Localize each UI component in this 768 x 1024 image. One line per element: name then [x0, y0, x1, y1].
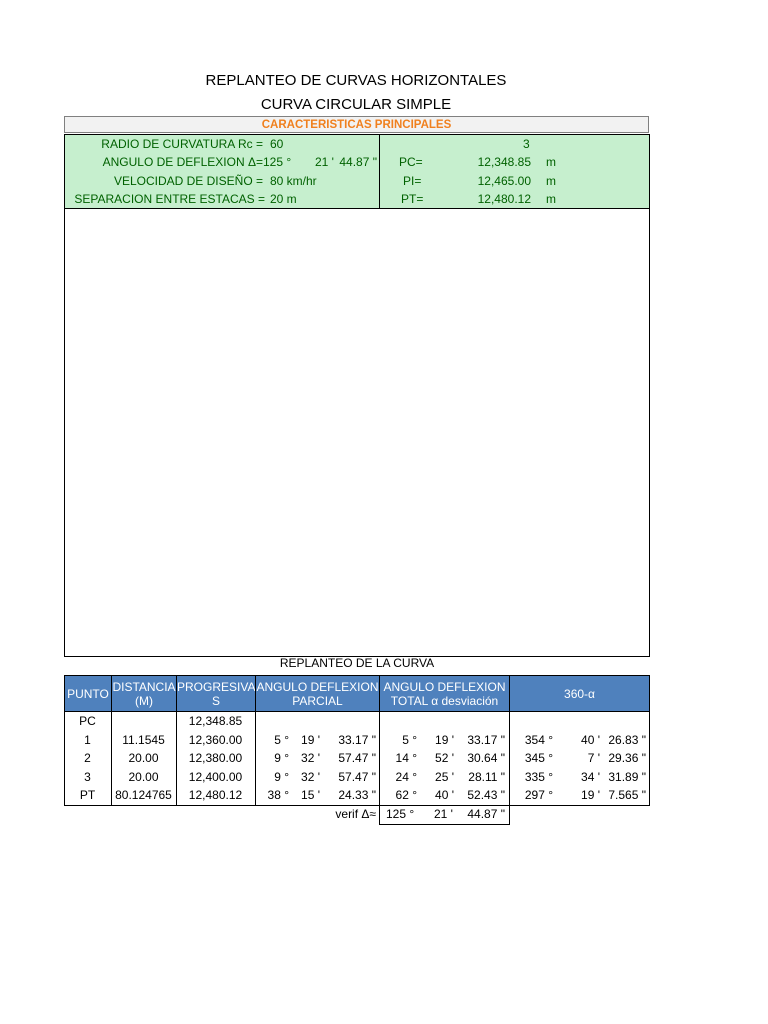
verif-bottom-line — [379, 824, 510, 825]
table-cell-c-deg: 354 ° — [524, 732, 553, 747]
table-cell-c-deg: 297 ° — [524, 788, 553, 803]
table-cell-p-min: 19 ' — [301, 732, 320, 747]
table-cell-prog: 12,380.00 — [188, 751, 243, 766]
pi-unit: m — [546, 174, 556, 188]
pc-unit: m — [546, 155, 556, 169]
speed-value: 80 km/hr — [270, 174, 317, 188]
table-border — [255, 712, 256, 806]
table-cell-dist: 20.00 — [128, 751, 159, 766]
table-cell-t-sec: 28.11 " — [468, 769, 505, 784]
table-cell-c-deg: 335 ° — [524, 769, 553, 784]
header-total: ANGULO DEFLEXION TOTAL α desviación — [379, 675, 510, 712]
pi-value: 12,465.00 — [477, 174, 531, 188]
table-cell-prog: 12,348.85 — [188, 714, 243, 728]
table-cell-c-min: 19 ' — [581, 788, 600, 803]
deflection-label: ANGULO DE DEFLEXION Δ= — [102, 155, 263, 169]
pt-unit: m — [546, 192, 556, 206]
table-cell-c-sec: 26.83 " — [608, 732, 646, 747]
table-cell-punto: 2 — [84, 751, 91, 766]
table-cell-t-min: 19 ' — [435, 732, 454, 747]
table-cell-punto: PT — [79, 788, 96, 803]
table-cell-p-min: 32 ' — [301, 769, 320, 784]
table-cell-t-deg: 24 ° — [395, 769, 417, 784]
table-cell-t-min: 40 ' — [435, 788, 454, 803]
table-cell-prog: 12,400.00 — [188, 769, 243, 784]
table-border — [379, 712, 380, 825]
radius-value: 60 — [270, 137, 284, 151]
pi-label: PI= — [403, 174, 422, 188]
panel-divider — [379, 135, 380, 209]
page-subtitle: CURVA CIRCULAR SIMPLE — [260, 96, 452, 113]
verif-minutes: 21 ' — [434, 807, 453, 821]
verif-seconds: 44.87 " — [467, 807, 505, 821]
table-cell-c-min: 34 ' — [581, 769, 600, 784]
radius-label: RADIO DE CURVATURA Rc = — [101, 137, 263, 151]
table-cell-c-min: 40 ' — [581, 732, 600, 747]
table-cell-punto: 1 — [84, 732, 91, 747]
characteristics-header: CARACTERISTICAS PRINCIPALES — [64, 116, 649, 133]
spacing-value: 20 m — [270, 192, 297, 206]
curve-drawing-area — [64, 209, 650, 657]
pc-value: 12,348.85 — [477, 155, 531, 169]
table-border — [649, 712, 650, 806]
characteristics-panel — [64, 134, 650, 209]
speed-label: VELOCIDAD DE DISEÑO = — [113, 174, 263, 188]
table-cell-t-sec: 52.43 " — [467, 788, 505, 803]
table-cell-punto: PC — [79, 714, 96, 728]
table-cell-dist: 11.1545 — [122, 732, 165, 747]
header-parcial: ANGULO DEFLEXION PARCIAL — [255, 675, 380, 712]
table-cell-p-sec: 57.47 " — [338, 769, 376, 784]
header-distancia: DISTANCIA (M) — [111, 675, 177, 712]
table-border — [509, 712, 510, 825]
table-cell-p-deg: 38 ° — [267, 788, 289, 803]
header-progresiva: PROGRESIVA S — [176, 675, 256, 712]
table-cell-c-min: 7 ' — [587, 751, 600, 766]
table-cell-t-deg: 14 ° — [395, 751, 417, 766]
table-cell-punto: 3 — [84, 769, 91, 784]
table-cell-c-deg: 345 ° — [524, 751, 553, 766]
table-cell-t-min: 52 ' — [435, 751, 454, 766]
table-cell-t-sec: 33.17 " — [467, 732, 505, 747]
table-cell-t-deg: 62 ° — [395, 788, 417, 803]
stakeout-title: REPLANTEO DE LA CURVA — [279, 656, 435, 670]
spacing-label: SEPARACION ENTRE ESTACAS = — [74, 192, 265, 206]
table-cell-t-deg: 5 ° — [402, 732, 417, 747]
table-cell-dist: 20.00 — [128, 769, 159, 784]
table-cell-c-sec: 29.36 " — [608, 751, 646, 766]
table-cell-p-deg: 9 ° — [274, 769, 289, 784]
page-title: REPLANTEO DE CURVAS HORIZONTALES — [205, 72, 507, 89]
table-cell-t-min: 25 ' — [435, 769, 454, 784]
table-cell-dist: 80.124765 — [115, 788, 172, 803]
table-cell-p-sec: 57.47 " — [338, 751, 376, 766]
table-cell-p-min: 15 ' — [301, 788, 320, 803]
pt-value: 12,480.12 — [477, 192, 531, 206]
deflection-minutes: 21 ' — [315, 155, 334, 169]
header-complement: 360-α — [509, 675, 650, 712]
table-cell-prog: 12,480.12 — [188, 788, 243, 803]
table-cell-p-deg: 5 ° — [274, 732, 289, 747]
verif-label: verif Δ≈ — [335, 807, 376, 821]
table-cell-prog: 12,360.00 — [188, 732, 243, 747]
top-right-value: 3 — [523, 137, 530, 151]
table-cell-p-sec: 24.33 " — [338, 788, 376, 803]
verif-degrees: 125 ° — [386, 807, 415, 821]
table-cell-t-sec: 30.64 " — [467, 751, 505, 766]
table-cell-p-min: 32 ' — [301, 751, 320, 766]
table-cell-p-deg: 9 ° — [274, 751, 289, 766]
table-cell-c-sec: 7.565 " — [608, 788, 646, 803]
deflection-degrees: 125 ° — [263, 155, 292, 169]
header-punto: PUNTO — [64, 675, 112, 712]
deflection-seconds: 44.87 " — [339, 155, 377, 169]
pt-label: PT= — [401, 192, 424, 206]
table-cell-c-sec: 31.89 " — [608, 769, 646, 784]
table-cell-p-sec: 33.17 " — [338, 732, 376, 747]
pc-label: PC= — [399, 155, 423, 169]
